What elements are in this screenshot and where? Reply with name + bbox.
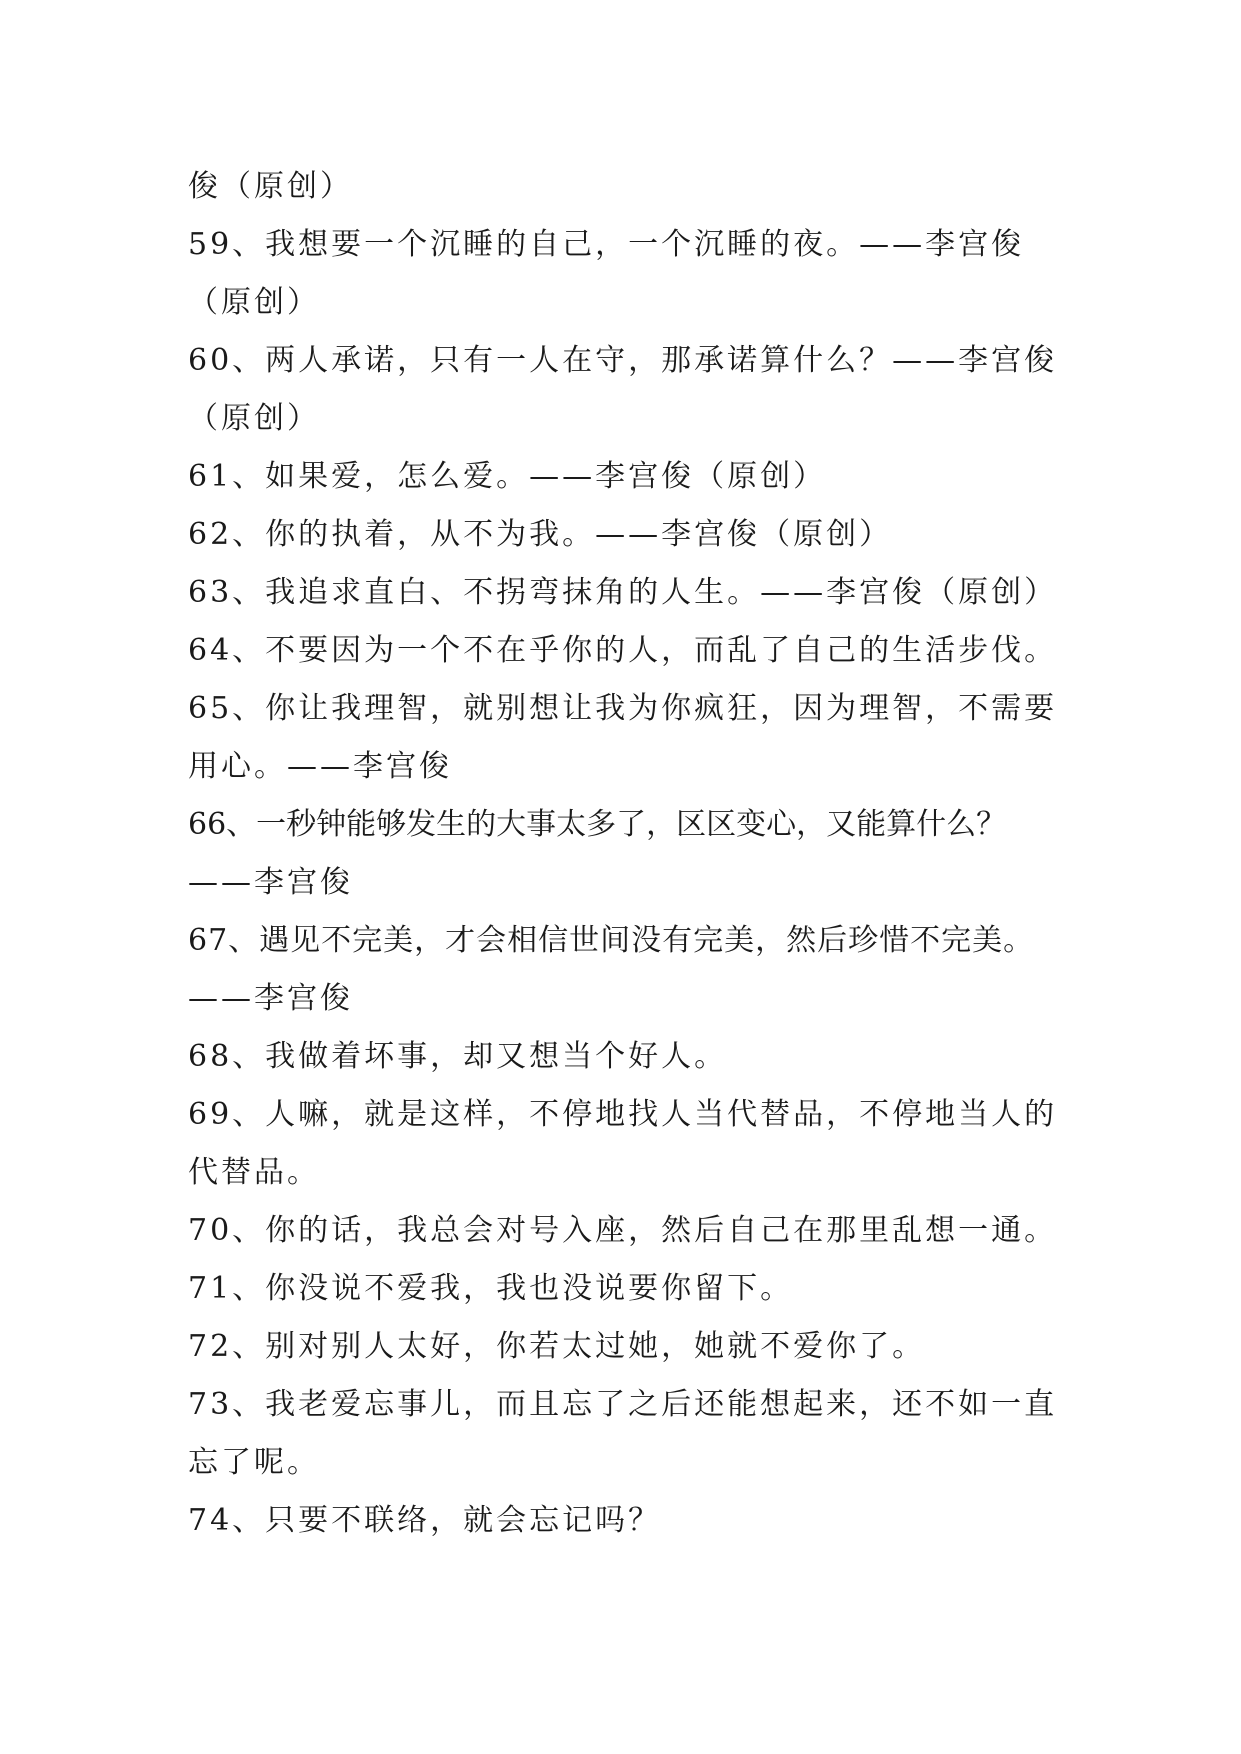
text-line: 62、你的执着，从不为我。——李宫俊（原创） bbox=[188, 517, 893, 552]
text-line: 68、我做着坏事，却又想当个好人。 bbox=[188, 1039, 728, 1074]
text-line: 64、不要因为一个不在乎你的人，而乱了自己的生活步伐。 bbox=[188, 633, 1058, 668]
text-line: 71、你没说不爱我，我也没说要你留下。 bbox=[188, 1271, 794, 1306]
text-line: 73、我老爱忘事儿，而且忘了之后还能想起来，还不如一直 bbox=[188, 1387, 1058, 1422]
text-line: 67、遇见不完美，才会相信世间没有完美，然后珍惜不完美。 bbox=[188, 923, 1035, 958]
text-line: 60、两人承诺，只有一人在守，那承诺算什么？——李宫俊 bbox=[188, 343, 1058, 378]
text-line: 65、你让我理智，就别想让我为你疯狂，因为理智，不需要 bbox=[188, 691, 1058, 726]
text-line: 72、别对别人太好，你若太过她，她就不爱你了。 bbox=[188, 1329, 926, 1364]
text-line: （原创） bbox=[188, 401, 320, 436]
text-line: ——李宫俊 bbox=[188, 981, 353, 1016]
text-line: 用心。——李宫俊 bbox=[188, 749, 452, 784]
text-line: 66、一秒钟能够发生的大事太多了，区区变心，又能算什么？ bbox=[188, 807, 1007, 842]
text-line: 俊（原创） bbox=[188, 169, 353, 204]
text-line: 忘了呢。 bbox=[188, 1445, 320, 1480]
text-line: 63、我追求直白、不拐弯抹角的人生。——李宫俊（原创） bbox=[188, 575, 1058, 610]
text-line: 70、你的话，我总会对号入座，然后自己在那里乱想一通。 bbox=[188, 1213, 1058, 1248]
text-line: 61、如果爱，怎么爱。——李宫俊（原创） bbox=[188, 459, 827, 494]
text-line: 69、人嘛，就是这样，不停地找人当代替品，不停地当人的 bbox=[188, 1097, 1058, 1132]
text-line: 59、我想要一个沉睡的自己，一个沉睡的夜。——李宫俊 bbox=[188, 227, 1025, 262]
text-line: （原创） bbox=[188, 285, 320, 320]
text-line: 代替品。 bbox=[188, 1155, 320, 1190]
text-line: 74、只要不联络，就会忘记吗？ bbox=[188, 1503, 662, 1538]
text-line: ——李宫俊 bbox=[188, 865, 353, 900]
document-body bbox=[188, 158, 1068, 1550]
